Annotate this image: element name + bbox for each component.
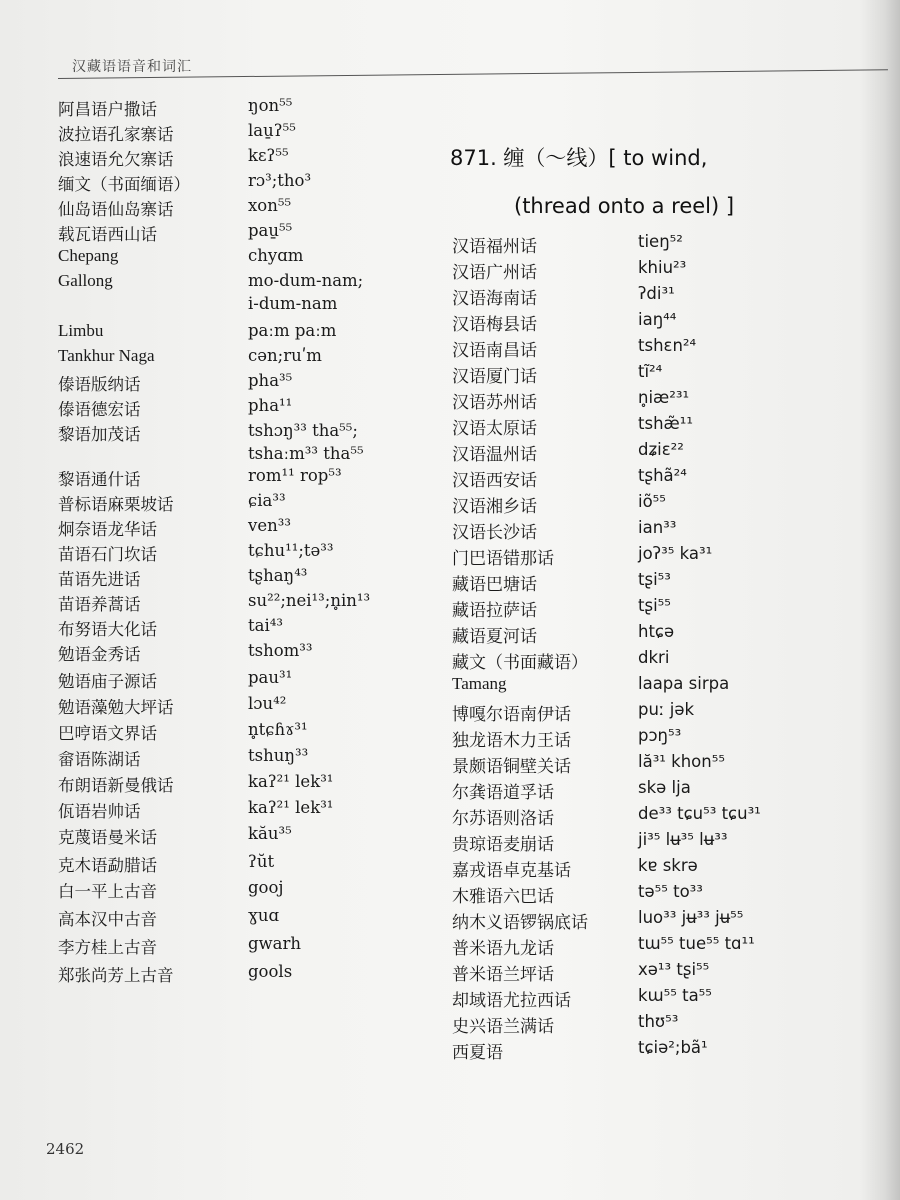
language-name: Chepang [58, 246, 119, 265]
word-form [248, 720, 308, 739]
word-form [638, 1038, 708, 1057]
word-form-line: kɯ⁵⁵ ta⁵⁵ [638, 986, 712, 1005]
language-name: 阿昌语户撒话 [58, 100, 157, 119]
word-form-line: skə lja [638, 778, 691, 797]
word-form-line: tshæ̃¹¹ [638, 414, 693, 433]
language-name: 博嘎尔语南伊话 [452, 705, 571, 725]
word-form-line: kaʔ²¹ lek³¹ [248, 772, 334, 791]
language-name: 巴哼语文界话 [58, 724, 157, 743]
language-name: 傣语德宏话 [58, 400, 141, 419]
language-name: 藏文（书面藏语） [452, 653, 588, 673]
language-name: 汉语西安话 [452, 471, 537, 491]
language-name: 克木语勐腊话 [58, 856, 157, 875]
word-form-line: ɕia³³ [248, 491, 286, 510]
word-form-line: htɕə [638, 622, 675, 641]
word-form-line: pha¹¹ [248, 396, 293, 415]
language-name: 缅文（书面缅语） [58, 175, 190, 194]
word-form [638, 674, 729, 693]
word-form-line: rom¹¹ rop⁵³ [248, 466, 342, 485]
language-name: 史兴语兰满话 [452, 1017, 554, 1037]
word-form-line: iõ⁵⁵ [638, 492, 666, 511]
word-form [248, 346, 322, 365]
word-form-line: kɛʔ⁵⁵ [248, 146, 289, 165]
word-form-line: ŋon⁵⁵ [248, 96, 293, 115]
word-form [248, 641, 313, 660]
word-form-line: tə⁵⁵ to³³ [638, 882, 703, 901]
word-form-line: tshuŋ³³ [248, 746, 309, 765]
word-form [248, 962, 292, 981]
language-name: 黎语通什话 [58, 470, 141, 489]
word-form-line: tai⁴³ [248, 616, 283, 635]
language-name: 仙岛语仙岛寨话 [58, 200, 174, 219]
word-form-line: tʂi⁵³ [638, 570, 671, 589]
language-name: 汉语温州话 [452, 445, 537, 465]
word-form [248, 824, 292, 843]
language-name: Tamang [452, 674, 507, 693]
language-name: Gallong [58, 271, 113, 290]
word-form [248, 591, 370, 610]
word-form-line: tɕhu¹¹;tə³³ [248, 541, 334, 560]
word-form-line: de³³ tɕu⁵³ tɕu³¹ [638, 804, 761, 823]
language-name: 普米语九龙话 [452, 939, 554, 959]
language-name: 苗语石门坎话 [58, 545, 157, 564]
word-form-line: pau³¹ [248, 668, 293, 687]
word-form-line: ji³⁵ lʉ³⁵ lʉ³³ [638, 830, 728, 849]
page-number: 2462 [46, 1140, 85, 1158]
language-name: 木雅语六巴话 [452, 887, 554, 907]
word-form-line: ʔŭt [248, 852, 275, 871]
word-form [248, 491, 286, 510]
word-form-line: mo-dum-nam; [248, 271, 364, 290]
word-form-line: tɯ⁵⁵ tue⁵⁵ tɑ¹¹ [638, 934, 755, 953]
word-form-line: ʔdi³¹ [638, 284, 675, 303]
language-name: 苗语养蒿话 [58, 595, 141, 614]
word-form [638, 1012, 678, 1031]
word-form [248, 96, 292, 115]
word-form-line: luo³³ jʉ³³ jʉ⁵⁵ [638, 908, 744, 927]
word-form [638, 284, 675, 303]
language-name: 嘉戎语卓克基话 [452, 861, 571, 881]
word-form-line: tieŋ⁵² [638, 232, 683, 251]
word-form [638, 596, 671, 615]
word-form [248, 746, 308, 765]
language-name: 汉语长沙话 [452, 523, 537, 543]
language-name: 藏语巴塘话 [452, 575, 537, 595]
word-form [248, 396, 292, 415]
word-form-line: puː jək [638, 700, 695, 719]
word-form [248, 371, 292, 390]
language-name: 勉语藻勉大坪话 [58, 698, 174, 717]
word-form [638, 778, 691, 797]
language-name: 浪速语允欠寨话 [58, 150, 174, 169]
language-name: 勉语金秀话 [58, 645, 141, 664]
language-name: 贵琼语麦崩话 [452, 835, 554, 855]
entry-title-line2: (thread onto a reel) ] [514, 194, 735, 218]
language-name: 苗语先进话 [58, 570, 141, 589]
word-form-line: tɕiə²;bã¹ [638, 1038, 708, 1057]
language-name: 汉语南昌话 [452, 341, 537, 361]
word-form-line: ven³³ [248, 516, 291, 535]
word-form [248, 171, 311, 190]
word-form [248, 196, 291, 215]
word-form [248, 616, 283, 635]
word-form [638, 830, 727, 849]
language-name: 尔苏语则洛话 [452, 809, 554, 829]
word-form [638, 622, 674, 641]
language-name: 布努语大化话 [58, 620, 157, 639]
word-form-line: dʑiɛ²² [638, 440, 684, 459]
word-form-line: rɔ³;tho³ [248, 171, 312, 190]
language-name: 普标语麻栗坡话 [58, 495, 174, 514]
word-form [248, 466, 342, 485]
word-form [638, 310, 676, 329]
word-form [248, 516, 291, 535]
word-form [638, 934, 755, 953]
language-name: 郑张尚芳上古音 [58, 966, 174, 985]
word-form-line: n̥iæ²³¹ [638, 388, 690, 407]
word-form [248, 541, 334, 560]
language-name: 傣语版纳话 [58, 375, 141, 394]
language-name: 独龙语木力王话 [452, 731, 571, 751]
word-form [638, 258, 686, 277]
language-name: 景颇语铜壁关话 [452, 757, 571, 777]
word-form [638, 570, 671, 589]
word-form-line: laapa sirpa [638, 674, 730, 693]
word-form-line: tshom³³ [248, 641, 313, 660]
word-form-line: dkri [638, 648, 670, 667]
word-form-line: iaŋ⁴⁴ [638, 310, 677, 329]
word-form-line: xə¹³ tʂi⁵⁵ [638, 960, 710, 979]
language-name: 高本汉中古音 [58, 910, 157, 929]
word-form-line: cən;ruʹm [248, 346, 322, 365]
word-form [638, 804, 761, 823]
language-name: 汉语湘乡话 [452, 497, 537, 517]
language-name: 尔龚语道孚话 [452, 783, 554, 803]
word-form [248, 246, 303, 265]
word-form [638, 492, 666, 511]
word-form-line: ɣuɑ [248, 906, 280, 925]
word-form [248, 852, 274, 871]
word-form-line: chyɑm [248, 246, 304, 265]
word-form-line: kɐ skrə [638, 856, 698, 875]
running-header: 汉藏语语音和词汇 [72, 59, 192, 75]
word-form [638, 960, 709, 979]
word-form [638, 648, 669, 667]
word-form [248, 906, 279, 925]
word-form-line: ian³³ [638, 518, 677, 537]
page-edge-shadow [860, 0, 900, 1200]
word-form-line: tshɛn²⁴ [638, 336, 697, 355]
language-name: 畲语陈湖话 [58, 750, 141, 769]
word-form [638, 856, 698, 875]
word-form [248, 421, 364, 463]
language-name: 汉语厦门话 [452, 367, 537, 387]
word-form-line: tʂhaŋ⁴³ [248, 566, 308, 585]
language-name: 门巴语错那话 [452, 549, 554, 569]
language-name: 汉语福州话 [452, 237, 537, 257]
word-form [638, 752, 725, 771]
language-name: 汉语广州话 [452, 263, 537, 283]
word-form [638, 726, 681, 745]
language-name: 布朗语新曼俄话 [58, 776, 174, 795]
word-form [638, 986, 712, 1005]
language-name: 白一平上古音 [58, 882, 157, 901]
language-name: 汉语梅县话 [452, 315, 537, 335]
language-name: 克蔑语曼米话 [58, 828, 157, 847]
word-form-line: joʔ³⁵ ka³¹ [638, 544, 713, 563]
language-name: 西夏语 [452, 1043, 503, 1063]
language-name: 汉语海南话 [452, 289, 537, 309]
language-name: 汉语太原话 [452, 419, 537, 439]
word-form [248, 146, 289, 165]
language-name: 载瓦语西山话 [58, 225, 157, 244]
word-form-line: lă³¹ khon⁵⁵ [638, 752, 725, 771]
word-form [638, 882, 703, 901]
word-form [248, 321, 336, 340]
language-name: 普米语兰坪话 [452, 965, 554, 985]
word-form-line: tĩ²⁴ [638, 362, 663, 381]
word-form-line: tshɔŋ³³ tha⁵⁵; [248, 421, 358, 440]
word-form [248, 668, 292, 687]
word-form [248, 934, 301, 953]
language-name: 黎语加茂话 [58, 425, 141, 444]
word-form [248, 772, 333, 791]
language-name: 勉语庙子源话 [58, 672, 157, 691]
language-name: 佤语岩帅话 [58, 802, 141, 821]
language-name: 纳木义语锣锅底话 [452, 913, 588, 933]
word-form-line: tʂhã²⁴ [638, 466, 687, 485]
word-form-line: gooj [248, 878, 284, 897]
word-form-line: gwarh [248, 934, 302, 953]
word-form [248, 221, 292, 240]
language-name: 炯奈语龙华话 [58, 520, 157, 539]
language-name: 却域语尤拉西话 [452, 991, 571, 1011]
language-name: 波拉语孔家寨话 [58, 125, 174, 144]
word-form [248, 798, 333, 817]
word-form-line: pha³⁵ [248, 371, 293, 390]
word-form [248, 566, 307, 585]
word-form [638, 700, 694, 719]
word-form [638, 466, 687, 485]
word-form-line: kău³⁵ [248, 824, 292, 843]
word-form [638, 362, 662, 381]
word-form-line: paːm paːm [248, 321, 337, 340]
word-form [638, 388, 689, 407]
word-form [248, 878, 284, 897]
language-name: 藏语夏河话 [452, 627, 537, 647]
word-form [248, 694, 286, 713]
word-form [638, 518, 676, 537]
language-name: Limbu [58, 321, 104, 340]
word-form-line: khiu²³ [638, 258, 687, 277]
word-form [638, 908, 743, 927]
word-form-line: tʂi⁵⁵ [638, 596, 671, 615]
word-form-line: pau̱⁵⁵ [248, 221, 293, 240]
word-form-line: su²²;nei¹³;n̥in¹³ [248, 591, 371, 610]
word-form [638, 414, 693, 433]
word-form [638, 440, 684, 459]
word-form-line: thʊ⁵³ [638, 1012, 679, 1031]
word-form-line: kaʔ²¹ lek³¹ [248, 798, 334, 817]
language-name: 李方桂上古音 [58, 938, 157, 957]
entry-title-line1: 871. 缠（～线）[ to wind, [450, 146, 708, 170]
language-name: Tankhur Naga [58, 346, 155, 365]
language-name: 汉语苏州话 [452, 393, 537, 413]
word-form-line: pɔŋ⁵³ [638, 726, 682, 745]
word-form-line: xon⁵⁵ [248, 196, 292, 215]
word-form-line: lɔu⁴² [248, 694, 287, 713]
word-form [248, 121, 296, 140]
word-form-line: gools [248, 962, 293, 981]
word-form-line: n̥tɕɦɤ³¹ [248, 720, 308, 739]
word-form [248, 271, 363, 313]
word-form-line: tshaːm³³ tha⁵⁵ [248, 444, 364, 463]
word-form [638, 544, 712, 563]
language-name: 藏语拉萨话 [452, 601, 537, 621]
word-form-line: lau̱ʔ⁵⁵ [248, 121, 296, 140]
word-form [638, 336, 696, 355]
word-form [638, 232, 683, 251]
word-form-line: i-dum-nam [248, 294, 338, 313]
